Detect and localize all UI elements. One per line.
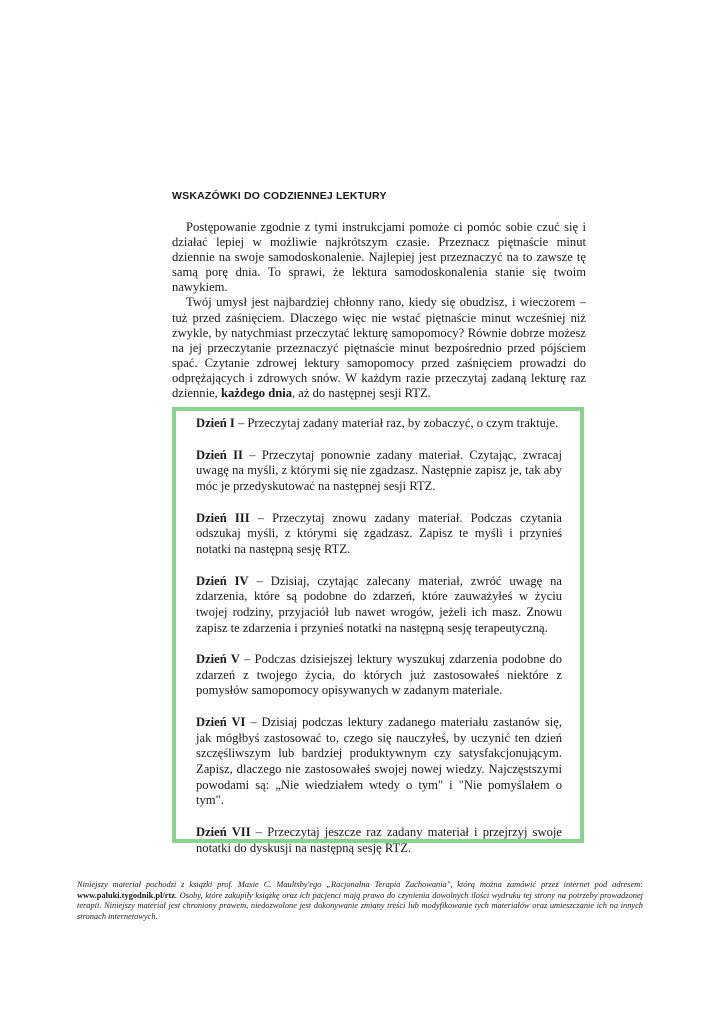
intro-paragraph-2-bold: każdego dnia	[220, 386, 292, 401]
page-heading: WSKAZÓWKI DO CODZIENNEJ LEKTURY	[172, 190, 387, 202]
day-name: Dzień VII	[196, 825, 251, 839]
intro-paragraph-1: Postępowanie zgodnie z tymi instrukcjami pomoże ci pomóc sobie czuć się i działać lepiej w możliwie najkrótszym czasie. Przeznacz piętnaście minut dziennie na swoje samodoskonalenie. Najlepiej jest przeznaczyć na to zawsze tę samą porę dnia. To sprawi, że lektura samodoskonalenia stanie się twoim nawykiem.	[172, 220, 586, 295]
day-text: – Przeczytaj zadany materiał raz, by zobaczyć, o czym traktuje.	[234, 416, 559, 430]
day-item	[196, 448, 562, 495]
day-item	[196, 416, 562, 432]
footer-text-end: . Osoby, które zakupiły książkę oraz ich pacjenci mają prawo do czynienia dowolnych ilości wydruku tej strony na potrzeby prowadzonej terapii. Niniejszy materiał jest chroniony prawem, niedozwolone jest dokonywanie zmiany treści lub modyfikowanie tych materiałów oraz umieszczanie ich na innych stronach internetowych.	[77, 890, 643, 921]
intro-paragraph-2	[172, 295, 586, 401]
daily-schedule-list	[196, 416, 562, 872]
day-name: Dzień VI	[196, 715, 246, 730]
intro-paragraph-2-start: Twój umysł jest najbardziej chłonny rano, kiedy się obudzisz, i wieczorem – tuż przed zaśnięciem. Dlaczego więc nie wstać piętnaście minut wcześniej niż zwykle, by natychmiast przeczytać lekturę samopomocy? Równie dobrze możesz na jej przeczytanie przeznaczyć piętnaście minut bezpośrednio przed pójściem spać. Czytanie zdrowej lektury samopomocy przed zaśnięciem prowadzi do odprężających i zdrowych snów. W każdym razie przeczytaj zadaną lekturę raz dziennie,	[172, 295, 586, 401]
footer-url: www.paluki.tygodnik.pl/rtz	[77, 890, 175, 900]
day-item	[196, 825, 562, 856]
day-text: – Dzisiaj, czytając zalecany materiał, zwróć uwagę na zdarzenia, które są podobne do zdarzeń, które zauważyłeś w życiu twojej rodziny, przyjaciół lub nawet wrogów, jeżeli ich masz. Znowu zapisz te zdarzenia i przynieś notatki na następną sesję terapeutyczną.	[196, 573, 563, 635]
day-item	[196, 574, 562, 636]
intro-paragraph-2-end: , aż do następnej sesji RTZ.	[292, 386, 431, 401]
day-item	[196, 715, 562, 809]
day-name: Dzień III	[196, 510, 250, 525]
day-text: – Przeczytaj jeszcze raz zadany materiał i przejrzyj swoje notatki do dyskusji na następną sesję RTZ.	[196, 825, 562, 855]
day-item	[196, 511, 562, 558]
day-text: – Przeczytaj ponownie zadany materiał. Czytając, zwracaj uwagę na myśli, z którymi się nie zgadzasz. Następnie zapisz je, tak aby móc je przedyskutować na następnej sesji RTZ.	[196, 447, 562, 493]
day-text: – Przeczytaj znowu zadany materiał. Podczas czytania odszukaj myśli, z którymi się zgadzasz. Zapisz te myśli i przynieś notatki na następną sesję RTZ.	[196, 510, 562, 556]
footer-text-start: Niniejszy materiał pochodzi z książki prof. Maxie C. Maultsby'ego „Racjonalna Terapia Zachowania", którą można zamówić przez internet pod adresem:	[77, 880, 643, 889]
intro-text	[172, 220, 586, 401]
day-name: Dzień IV	[196, 573, 249, 588]
day-item	[196, 652, 562, 699]
day-text: – Dzisiaj podczas lektury zadanego materiału zastanów się, jak mógłbyś zastosować to, czego się nauczyłeś, by uczynić ten dzień szczęśliwszym lub bardziej produktywnym czy satysfakcjonującym. Zapisz, dlaczego nie zastosowałeś swojej nowej wiedzy. Najczęstszymi powodami są: „Nie wiedziałem wtedy o tym" i "Nie pomyślałem o tym".	[196, 715, 562, 808]
day-text: – Podczas dzisiejszej lektury wyszukuj zdarzenia podobne do zdarzeń z twojego życia, do których już zastosowałeś niektóre z pomysłów samopomocy opisywanych w zadanym materiale.	[196, 652, 562, 698]
day-name: Dzień V	[196, 652, 240, 667]
day-name: Dzień I	[196, 416, 235, 430]
day-name: Dzień II	[196, 447, 243, 462]
footer-note	[77, 880, 643, 922]
